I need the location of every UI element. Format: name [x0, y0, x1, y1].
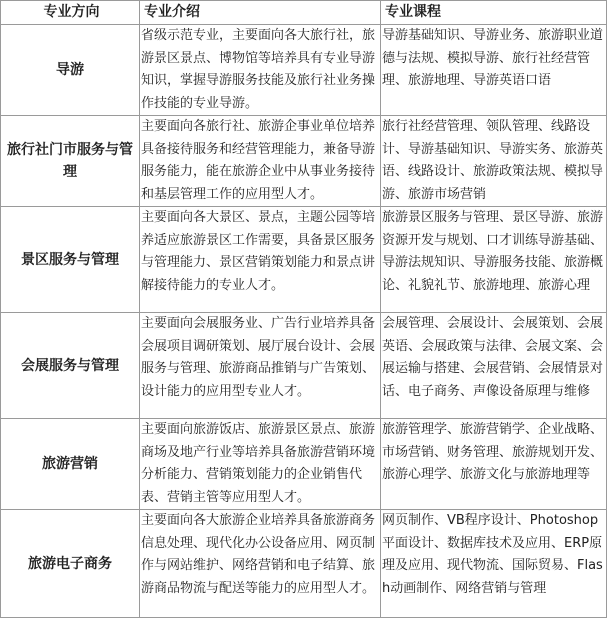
- major-name: 导游: [1, 25, 140, 116]
- major-courses: 导游基础知识、导游业务、旅游职业道德与法规、模拟导游、旅行社经营管理、旅游地理、导游英语口语: [381, 25, 607, 116]
- major-name: 旅游营销: [1, 419, 140, 510]
- major-intro: 主要面向旅游饭店、旅游景区景点、旅游商场及地产行业等培养具备旅游营销环境分析能力、营销策划能力的企业销售代表、营销主管等应用型人才。: [140, 419, 381, 510]
- major-intro: 省级示范专业，主要面向各大旅行社，旅游景区景点、博物馆等培养具有专业导游知识，掌握导游服务技能及旅行社业务操作技能的专业导游。: [140, 25, 381, 116]
- header-intro: 专业介绍: [140, 1, 381, 25]
- major-name: 景区服务与管理: [1, 207, 140, 313]
- header-major: 专业方向: [1, 1, 140, 25]
- table-row: [1, 207, 607, 313]
- major-intro: 主要面向各大旅游企业培养具备旅游商务信息处理、现代化办公设备应用、网页制作与网站维护、网络营销和电子结算、旅游商品物流与配送等能力的应用型人才。: [140, 510, 381, 618]
- table-row: [1, 510, 607, 618]
- header-row: [1, 1, 607, 25]
- major-courses: 旅游景区服务与管理、景区导游、旅游资源开发与规划、口才训练导游基础、导游法规知识、导游服务技能、旅游概论、礼貌礼节、旅游地理、旅游心理: [381, 207, 607, 313]
- major-courses: 会展管理、会展设计、会展策划、会展英语、会展政策与法律、会展文案、会展运输与搭建、会展营销、会展情景对话、电子商务、声像设备原理与维修: [381, 313, 607, 419]
- table-row: [1, 25, 607, 116]
- major-courses: 旅游管理学、旅游营销学、企业战略、市场营销、财务管理、旅游规划开发、旅游心理学、旅游文化与旅游地理等: [381, 419, 607, 510]
- major-intro: 主要面向各大景区、景点，主题公园等培养适应旅游景区工作需要，具备景区服务与管理能力、景区营销策划能力和景点讲解接待能力的专业人才。: [140, 207, 381, 313]
- major-name: 旅游电子商务: [1, 510, 140, 618]
- table-row: [1, 116, 607, 207]
- major-intro: 主要面向各旅行社、旅游企事业单位培养具备接待服务和经营管理能力，兼备导游服务能力，能在旅游企业中从事业务接待和基层管理工作的应用型人才。: [140, 116, 381, 207]
- major-name: 旅行社门市服务与管理: [1, 116, 140, 207]
- major-courses: 旅行社经营管理、领队管理、线路设计、导游基础知识、导游实务、旅游英语、线路设计、旅游政策法规、模拟导游、旅游市场营销: [381, 116, 607, 207]
- major-courses: 网页制作、VB程序设计、Photoshop平面设计、数据库技术及应用、ERP原理及应用、现代物流、国际贸易、Flash动画制作、网络营销与管理: [381, 510, 607, 618]
- header-courses: 专业课程: [381, 1, 607, 25]
- table-row: [1, 419, 607, 510]
- major-name: 会展服务与管理: [1, 313, 140, 419]
- major-intro: 主要面向会展服务业、广告行业培养具备会展项目调研策划、展厅展台设计、会展服务与管理、旅游商品推销与广告策划、设计能力的应用型专业人才。: [140, 313, 381, 419]
- table-row: [1, 313, 607, 419]
